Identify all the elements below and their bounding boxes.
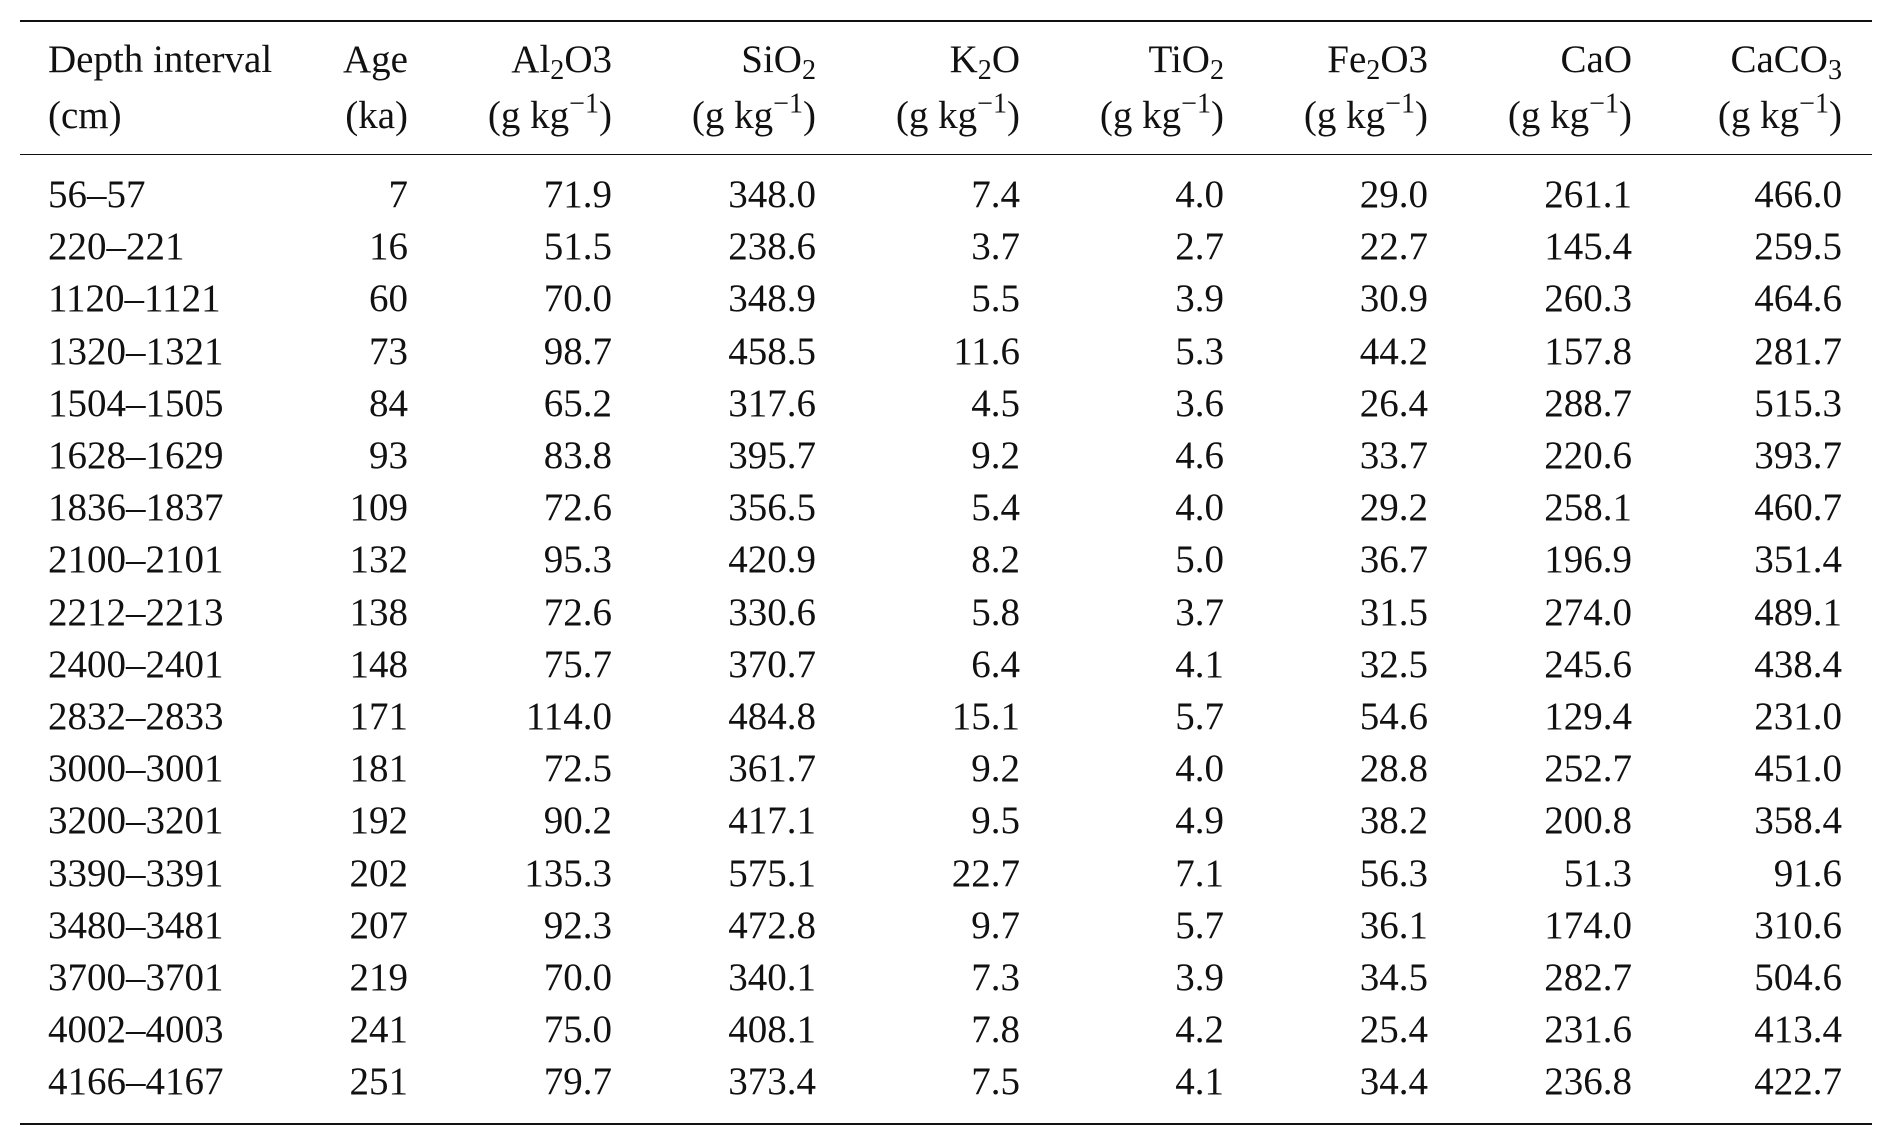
- column-header-tio2: [1050, 22, 1254, 155]
- table-row: [20, 587, 1872, 639]
- table-cell-k2o: 7.5: [971, 1060, 1020, 1104]
- table-cell-caco3: 438.4: [1754, 642, 1842, 686]
- table-cell-caco3: 422.7: [1754, 1060, 1842, 1104]
- column-label: [1254, 32, 1428, 88]
- table-cell-cao: 200.8: [1544, 799, 1632, 843]
- table-cell-age: 181: [349, 747, 408, 791]
- table-cell-age: 192: [349, 799, 408, 843]
- table-cell-caco3: 413.4: [1754, 1008, 1842, 1052]
- table-cell-k2o: 5.8: [971, 590, 1020, 634]
- table-cell-tio2: 3.9: [1175, 956, 1224, 1000]
- column-unit-text: (g kg: [1717, 94, 1800, 137]
- column-unit-text: (g kg: [1303, 94, 1386, 137]
- table-cell-sio2: 330.6: [728, 590, 816, 634]
- table-cell-cao: 231.6: [1544, 1008, 1632, 1052]
- bottom-rule: [20, 1109, 1872, 1124]
- table-cell-al2o3: 75.0: [543, 1008, 612, 1052]
- column-label-suffix: O3: [564, 38, 612, 81]
- table-cell-sio2: 356.5: [728, 486, 816, 530]
- table-cell-sio2: 238.6: [728, 225, 816, 269]
- column-unit-superscript: −1: [1181, 88, 1211, 120]
- table-row: [20, 795, 1872, 847]
- table-row: [20, 848, 1872, 900]
- table-cell-caco3: 231.0: [1754, 695, 1842, 739]
- table-cell-tio2: 5.7: [1175, 903, 1224, 947]
- column-unit-superscript: −1: [773, 88, 803, 120]
- table-cell-depth-interval: 3200–3201: [48, 799, 224, 843]
- table-cell-al2o3: 92.3: [543, 903, 612, 947]
- table-cell-sio2: 417.1: [728, 799, 816, 843]
- table-cell-cao: 261.1: [1544, 173, 1632, 216]
- column-label: [438, 32, 612, 88]
- table-cell-depth-interval: 1120–1121: [48, 277, 221, 321]
- column-unit-suffix: ): [1211, 94, 1224, 137]
- table-cell-tio2: 4.2: [1175, 1008, 1224, 1052]
- header-row: [20, 22, 1872, 155]
- header-rule: [20, 155, 1872, 170]
- table-cell-tio2: 5.7: [1175, 695, 1224, 739]
- table-cell-fe2o3: 31.5: [1359, 590, 1428, 634]
- table-cell-tio2: 4.0: [1175, 747, 1224, 791]
- table-cell-sio2: 408.1: [728, 1008, 816, 1052]
- table-cell-caco3: 489.1: [1754, 590, 1842, 634]
- table-cell-al2o3: 70.0: [543, 956, 612, 1000]
- table-cell-fe2o3: 22.7: [1359, 225, 1428, 269]
- column-label: [642, 32, 816, 88]
- table-cell-cao: 236.8: [1544, 1060, 1632, 1104]
- table-cell-cao: 157.8: [1544, 329, 1632, 373]
- table-cell-depth-interval: 2100–2101: [48, 538, 224, 582]
- column-unit-text: (g kg: [691, 94, 774, 137]
- column-unit-suffix: ): [1619, 94, 1632, 137]
- table-row: [20, 691, 1872, 743]
- table-cell-fe2o3: 28.8: [1359, 747, 1428, 791]
- column-label-subscript: 2: [550, 55, 565, 87]
- table-cell-tio2: 4.0: [1175, 486, 1224, 530]
- table-cell-k2o: 8.2: [971, 538, 1020, 582]
- table-cell-cao: 245.6: [1544, 642, 1632, 686]
- table-row: [20, 952, 1872, 1004]
- table-cell-k2o: 15.1: [951, 695, 1020, 739]
- table-cell-age: 93: [369, 434, 408, 478]
- table-cell-fe2o3: 38.2: [1359, 799, 1428, 843]
- table-cell-fe2o3: 54.6: [1359, 695, 1428, 739]
- table-cell-depth-interval: 3000–3001: [48, 747, 224, 791]
- table-cell-cao: 252.7: [1544, 747, 1632, 791]
- table-cell-al2o3: 90.2: [543, 799, 612, 843]
- table-cell-depth-interval: 1628–1629: [48, 434, 224, 478]
- table-cell-fe2o3: 30.9: [1359, 277, 1428, 321]
- table-cell-caco3: 358.4: [1754, 799, 1842, 843]
- table-cell-tio2: 5.3: [1175, 329, 1224, 373]
- table-cell-sio2: 340.1: [728, 956, 816, 1000]
- column-unit: [1662, 88, 1842, 144]
- table-row: [20, 743, 1872, 795]
- table-cell-al2o3: 98.7: [543, 329, 612, 373]
- column-label: [846, 32, 1020, 88]
- table-cell-sio2: 420.9: [728, 538, 816, 582]
- column-label-text: CaO: [1560, 38, 1632, 81]
- table-row: [20, 482, 1872, 534]
- table-cell-fe2o3: 34.4: [1359, 1060, 1428, 1104]
- table-cell-depth-interval: 4166–4167: [48, 1060, 224, 1104]
- table-cell-al2o3: 72.6: [543, 590, 612, 634]
- table-cell-age: 60: [369, 277, 408, 321]
- table-cell-k2o: 3.7: [971, 225, 1020, 269]
- table-cell-tio2: 4.6: [1175, 434, 1224, 478]
- column-unit-text: (g kg: [1507, 94, 1590, 137]
- column-unit-suffix: ): [1007, 94, 1020, 137]
- column-unit: [642, 88, 816, 144]
- table-cell-fe2o3: 26.4: [1359, 381, 1428, 425]
- table-cell-tio2: 7.1: [1175, 851, 1224, 895]
- table-cell-k2o: 9.7: [971, 903, 1020, 947]
- column-header-sio2: [642, 22, 846, 155]
- table-cell-tio2: 3.7: [1175, 590, 1224, 634]
- column-header-cao: [1458, 22, 1662, 155]
- table-cell-cao: 174.0: [1544, 903, 1632, 947]
- table-cell-k2o: 9.2: [971, 747, 1020, 791]
- table-cell-depth-interval: 3390–3391: [48, 851, 224, 895]
- table-cell-cao: 258.1: [1544, 486, 1632, 530]
- table-row: [20, 221, 1872, 273]
- table-cell-fe2o3: 36.7: [1359, 538, 1428, 582]
- table-cell-sio2: 458.5: [728, 329, 816, 373]
- table-cell-sio2: 361.7: [728, 747, 816, 791]
- column-label: [310, 32, 408, 88]
- table-cell-k2o: 9.2: [971, 434, 1020, 478]
- column-unit: [1050, 88, 1224, 144]
- table-cell-al2o3: 135.3: [524, 851, 612, 895]
- table-cell-fe2o3: 29.2: [1359, 486, 1428, 530]
- table-cell-al2o3: 71.9: [543, 173, 612, 216]
- table-cell-sio2: 575.1: [728, 851, 816, 895]
- table-cell-al2o3: 75.7: [543, 642, 612, 686]
- column-label-text: Depth interval: [48, 38, 273, 81]
- column-label: [1662, 32, 1842, 88]
- column-unit-suffix: ): [599, 94, 612, 137]
- table-cell-age: 7: [388, 173, 408, 216]
- table-row: [20, 639, 1872, 691]
- column-unit: [48, 88, 310, 144]
- column-header-fe2o3: [1254, 22, 1458, 155]
- table-row: [20, 430, 1872, 482]
- table-cell-fe2o3: 34.5: [1359, 956, 1428, 1000]
- table-row: [20, 1056, 1872, 1108]
- table-cell-age: 109: [349, 486, 408, 530]
- column-label-suffix: O: [991, 38, 1020, 81]
- table-cell-caco3: 259.5: [1754, 225, 1842, 269]
- table-cell-sio2: 348.0: [728, 173, 816, 216]
- table-cell-caco3: 515.3: [1754, 381, 1842, 425]
- table-cell-fe2o3: 36.1: [1359, 903, 1428, 947]
- table-cell-age: 84: [369, 381, 408, 425]
- table-cell-cao: 260.3: [1544, 277, 1632, 321]
- column-label-subscript: 3: [1827, 55, 1842, 87]
- column-label-text: Al: [511, 38, 551, 81]
- column-unit-superscript: −1: [1385, 88, 1415, 120]
- table-cell-sio2: 370.7: [728, 642, 816, 686]
- column-unit-suffix: ): [1415, 94, 1428, 137]
- table-cell-tio2: 4.0: [1175, 173, 1224, 216]
- column-header-age: [310, 22, 438, 155]
- table-cell-k2o: 6.4: [971, 642, 1020, 686]
- column-header-depth-interval: [20, 22, 310, 155]
- table-cell-cao: 220.6: [1544, 434, 1632, 478]
- table-cell-depth-interval: 3480–3481: [48, 903, 224, 947]
- table-cell-age: 207: [349, 903, 408, 947]
- column-label-text: SiO: [741, 38, 802, 81]
- table-cell-al2o3: 79.7: [543, 1060, 612, 1104]
- column-unit: [1458, 88, 1632, 144]
- table-cell-fe2o3: 56.3: [1359, 851, 1428, 895]
- table-cell-sio2: 484.8: [728, 695, 816, 739]
- table-cell-fe2o3: 29.0: [1359, 173, 1428, 216]
- column-unit: [846, 88, 1020, 144]
- table-cell-cao: 274.0: [1544, 590, 1632, 634]
- column-label-text: K: [949, 38, 978, 81]
- table-cell-age: 138: [349, 590, 408, 634]
- table-cell-depth-interval: 2400–2401: [48, 642, 224, 686]
- table-cell-cao: 129.4: [1544, 695, 1632, 739]
- table-cell-depth-interval: 2832–2833: [48, 695, 224, 739]
- column-unit: [1254, 88, 1428, 144]
- column-label-text: TiO: [1148, 38, 1210, 81]
- table-cell-caco3: 460.7: [1754, 486, 1842, 530]
- table-cell-sio2: 395.7: [728, 434, 816, 478]
- table-cell-k2o: 7.3: [971, 956, 1020, 1000]
- table-header: [20, 21, 1872, 155]
- table-cell-cao: 145.4: [1544, 225, 1632, 269]
- column-label-subscript: 2: [801, 55, 816, 87]
- table-cell-fe2o3: 25.4: [1359, 1008, 1428, 1052]
- column-unit-text: (cm): [48, 94, 122, 137]
- column-unit-superscript: −1: [1799, 88, 1829, 120]
- table-cell-tio2: 5.0: [1175, 538, 1224, 582]
- column-unit-suffix: ): [1829, 94, 1842, 137]
- table-cell-age: 202: [349, 851, 408, 895]
- table-cell-tio2: 4.1: [1175, 1060, 1224, 1104]
- table-cell-caco3: 464.6: [1754, 277, 1842, 321]
- table-cell-al2o3: 114.0: [525, 695, 612, 739]
- column-unit-text: (g kg: [895, 94, 978, 137]
- column-label-subscript: 2: [1209, 55, 1224, 87]
- table-cell-sio2: 373.4: [728, 1060, 816, 1104]
- table-cell-age: 251: [349, 1060, 408, 1104]
- table-cell-tio2: 4.9: [1175, 799, 1224, 843]
- table-cell-caco3: 281.7: [1754, 329, 1842, 373]
- table-cell-k2o: 5.4: [971, 486, 1020, 530]
- table-cell-age: 219: [349, 956, 408, 1000]
- table-cell-al2o3: 72.6: [543, 486, 612, 530]
- table-cell-k2o: 7.8: [971, 1008, 1020, 1052]
- column-unit-text: (g kg: [487, 94, 570, 137]
- table-cell-tio2: 3.9: [1175, 277, 1224, 321]
- column-unit-superscript: −1: [1589, 88, 1619, 120]
- table-cell-sio2: 472.8: [728, 903, 816, 947]
- column-label-suffix: O3: [1380, 38, 1428, 81]
- table-cell-depth-interval: 2212–2213: [48, 590, 224, 634]
- table-cell-caco3: 504.6: [1754, 956, 1842, 1000]
- table-cell-caco3: 451.0: [1754, 747, 1842, 791]
- table-cell-age: 132: [349, 538, 408, 582]
- table-cell-depth-interval: 4002–4003: [48, 1008, 224, 1052]
- table-cell-caco3: 310.6: [1754, 903, 1842, 947]
- column-unit: [310, 88, 408, 144]
- column-label-text: CaCO: [1730, 38, 1828, 81]
- column-unit-superscript: −1: [569, 88, 599, 120]
- column-unit-text: (g kg: [1099, 94, 1182, 137]
- table-cell-depth-interval: 1320–1321: [48, 329, 224, 373]
- column-header-k2o: [846, 22, 1050, 155]
- table-cell-cao: 51.3: [1563, 851, 1632, 895]
- table-cell-k2o: 22.7: [951, 851, 1020, 895]
- column-label-subscript: 2: [1366, 55, 1381, 87]
- column-label-text: Fe: [1327, 38, 1367, 81]
- column-label-subscript: 2: [977, 55, 992, 87]
- table-row: [20, 378, 1872, 430]
- table-cell-age: 171: [349, 695, 408, 739]
- table-cell-cao: 282.7: [1544, 956, 1632, 1000]
- table-row: [20, 273, 1872, 325]
- table-cell-caco3: 393.7: [1754, 434, 1842, 478]
- table-cell-sio2: 348.9: [728, 277, 816, 321]
- table-row: [20, 900, 1872, 952]
- column-label: [1050, 32, 1224, 88]
- table-row: [20, 534, 1872, 586]
- table-cell-k2o: 9.5: [971, 799, 1020, 843]
- table-cell-age: 148: [349, 642, 408, 686]
- column-header-caco3: [1662, 22, 1872, 155]
- column-label-text: Age: [343, 38, 408, 81]
- table-cell-al2o3: 70.0: [543, 277, 612, 321]
- table-cell-k2o: 7.4: [971, 173, 1020, 216]
- table-cell-al2o3: 95.3: [543, 538, 612, 582]
- column-label: [1458, 32, 1632, 88]
- table-cell-al2o3: 72.5: [543, 747, 612, 791]
- table-cell-tio2: 2.7: [1175, 225, 1224, 269]
- table-cell-caco3: 91.6: [1773, 851, 1842, 895]
- column-unit-text: (ka): [345, 94, 408, 137]
- column-unit: [438, 88, 612, 144]
- table-cell-al2o3: 51.5: [543, 225, 612, 269]
- table-body: [20, 155, 1872, 1124]
- table-cell-age: 73: [369, 329, 408, 373]
- table-row: [20, 1004, 1872, 1056]
- table-cell-k2o: 4.5: [971, 381, 1020, 425]
- table-cell-cao: 196.9: [1544, 538, 1632, 582]
- table-cell-depth-interval: 1836–1837: [48, 486, 224, 530]
- table-cell-sio2: 317.6: [728, 381, 816, 425]
- table-cell-fe2o3: 44.2: [1359, 329, 1428, 373]
- table-cell-cao: 288.7: [1544, 381, 1632, 425]
- table-cell-al2o3: 65.2: [543, 381, 612, 425]
- column-label: [48, 32, 310, 88]
- table-cell-depth-interval: 1504–1505: [48, 381, 224, 425]
- table-cell-k2o: 11.6: [953, 329, 1020, 373]
- table-cell-k2o: 5.5: [971, 277, 1020, 321]
- column-unit-superscript: −1: [977, 88, 1007, 120]
- table-cell-caco3: 466.0: [1754, 173, 1842, 216]
- table-cell-depth-interval: 3700–3701: [48, 956, 224, 1000]
- column-unit-suffix: ): [803, 94, 816, 137]
- table-cell-tio2: 3.6: [1175, 381, 1224, 425]
- table-row: [20, 169, 1872, 221]
- table-row: [20, 326, 1872, 378]
- table-cell-fe2o3: 33.7: [1359, 434, 1428, 478]
- table-cell-al2o3: 83.8: [543, 434, 612, 478]
- column-header-al2o3: [438, 22, 642, 155]
- table-cell-depth-interval: 220–221: [48, 225, 185, 269]
- geochemistry-table: [20, 20, 1872, 1125]
- table-cell-tio2: 4.1: [1175, 642, 1224, 686]
- table-cell-fe2o3: 32.5: [1359, 642, 1428, 686]
- table-cell-age: 241: [349, 1008, 408, 1052]
- table-cell-depth-interval: 56–57: [48, 173, 146, 216]
- geochemistry-table-container: [20, 20, 1872, 1125]
- table-cell-age: 16: [369, 225, 408, 269]
- table-cell-caco3: 351.4: [1754, 538, 1842, 582]
